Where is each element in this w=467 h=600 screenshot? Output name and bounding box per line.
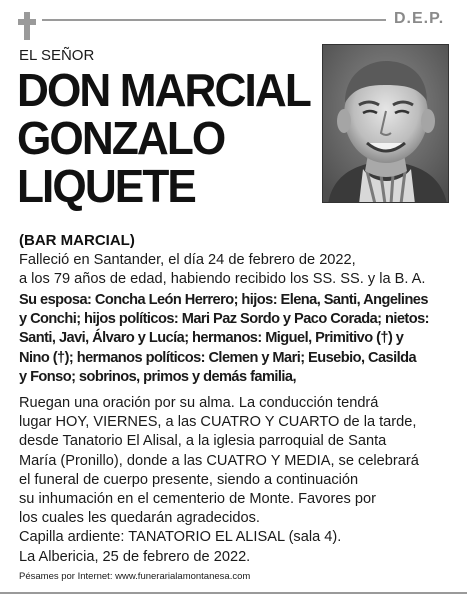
dep-badge: D.E.P. [394,10,445,27]
text-line: los cuales les quedarán agradecidos. [19,510,260,527]
text-line: La Albericia, 25 de febrero de 2022. [19,548,251,565]
text-line: Falleció en Santander, el día 24 de febrero de 2022, [19,252,356,268]
family-paragraph [19,291,449,387]
text-line: Nino (†); hermanos políticos: Clemen y Mari; Eusebio, Casilda [19,349,417,366]
text-line: Capilla ardiente: TANATORIO EL ALISAL (sala 4). [19,529,342,546]
condolences-website: Pésames por Internet: www.funerarialamontanesa.com [19,571,251,582]
text-line: Ruegan una oración por su alma. La conducción tendrá [19,395,379,411]
text-line: y Fonso; sobrinos, primos y demás familia, [19,368,296,385]
text-line: desde Tanatorio El Alisal, a la iglesia parroquial de Santa [19,433,387,450]
death-notice-paragraph [19,251,449,289]
text-line: a los 79 años de edad, habiendo recibido los SS. SS. y la B. A. [19,271,426,288]
name-line-3: LIQUETE [17,160,195,212]
bottom-divider [0,592,467,594]
text-line: y Conchi; hijos políticos: Mari Paz Sordo y Paco Corada; nietos: [19,311,429,328]
text-line: Su esposa: Concha León Herrero; hijos: Elena, Santi, Angelines [19,292,428,308]
text-line: el funeral de cuerpo presente, siendo a continuación [19,471,359,488]
portrait-image [323,45,449,203]
honorific: EL SEÑOR [19,47,95,64]
text-line: su inhumación en el cementerio de Monte. Favores por [19,491,376,508]
funeral-details-paragraph [19,394,449,567]
portrait-photo [322,44,449,203]
name-line-2: GONZALO [17,112,225,164]
deceased-name [17,66,317,210]
top-divider [42,19,386,21]
name-line-1: DON MARCIAL [17,64,310,116]
nickname: (BAR MARCIAL) [19,232,135,249]
cross-icon [18,12,36,40]
text-line: lugar HOY, VIERNES, a las CUATRO Y CUARTO de la tarde, [19,414,417,431]
text-line: María (Pronillo), donde a las CUATRO Y MEDIA, se celebrará [19,452,419,469]
text-line: Santi, Javi, Álvaro y Lucía; hermanos: Miguel, Primitivo (†) y [19,330,404,347]
